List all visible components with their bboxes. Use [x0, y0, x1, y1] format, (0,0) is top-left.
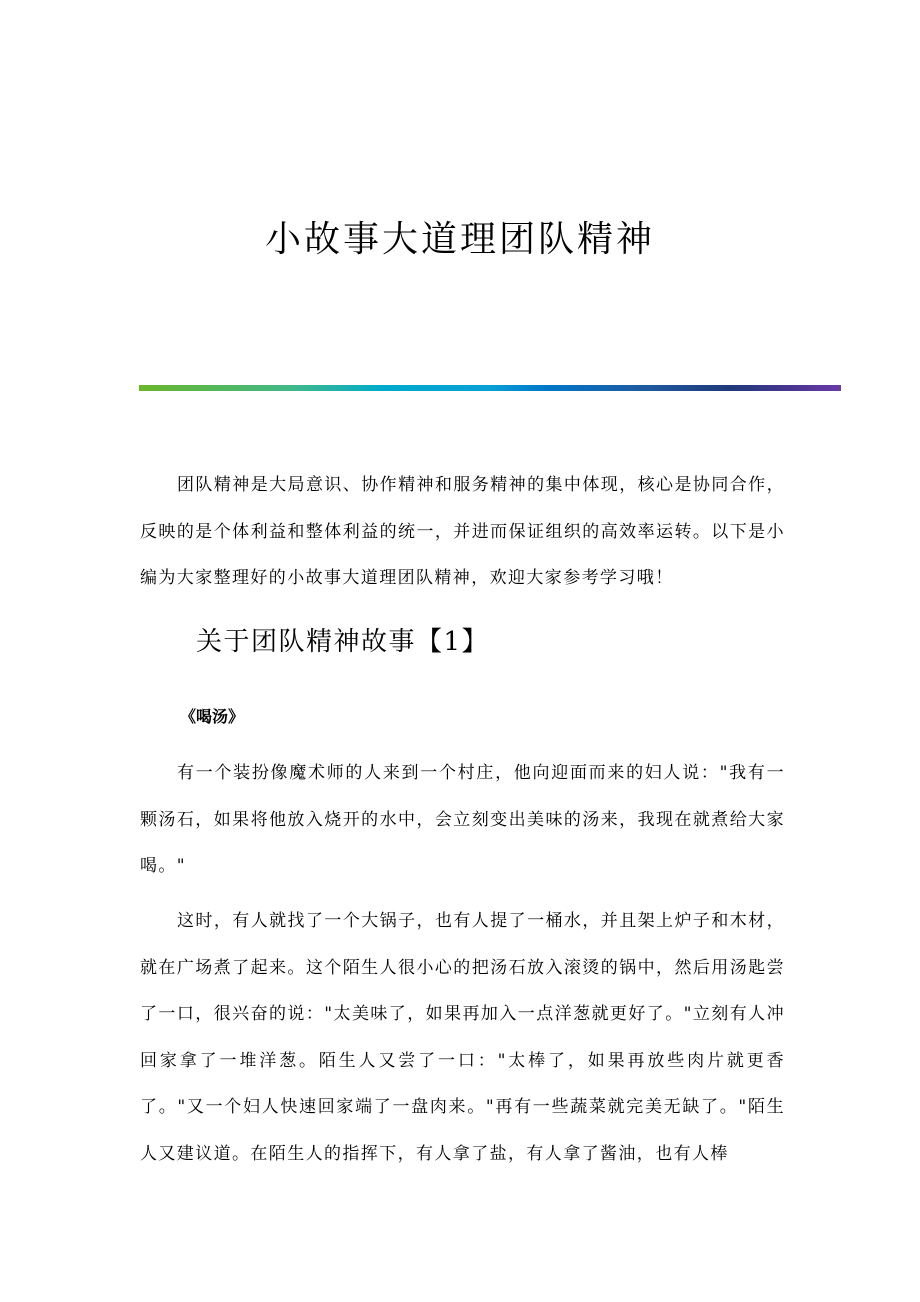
- gradient-divider: [139, 385, 841, 391]
- story-title: 《喝汤》: [180, 707, 245, 726]
- story-paragraph: 这时，有人就找了一个大锅子，也有人提了一桶水，并且架上炉子和木材，就在广场煮了起来。这个陌生人很小心的把汤石放入滚烫的锅中，然后用汤匙尝了一口，很兴奋的说："太美味了，如果再加入一点洋葱就更好了。"立刻有人冲回家拿了一堆洋葱。陌生人又尝了一口："太棒了，如果再放些肉片就更香了。"又一个妇人快速回家端了一盘肉来。"再有一些蔬菜就完美无缺了。"陌生人又建议道。在陌生人的指挥下，有人拿了盐，有人拿了酱油，也有人棒: [140, 911, 785, 1164]
- page-title: 小故事大道理团队精神: [264, 219, 655, 260]
- intro-paragraph: 团队精神是大局意识、协作精神和服务精神的集中体现，核心是协同合作，反映的是个体利益和整体利益的统一，并进而保证组织的高效率运转。以下是小编为大家整理好的小故事大道理团队精神，欢迎大家参考学习哦！: [140, 475, 785, 588]
- story-paragraph: 有一个装扮像魔术师的人来到一个村庄，他向迎面而来的妇人说："我有一颗汤石，如果将他放入烧开的水中，会立刻变出美味的汤来，我现在就煮给大家喝。": [140, 763, 785, 876]
- section-heading: 关于团队精神故事【1】: [196, 627, 490, 657]
